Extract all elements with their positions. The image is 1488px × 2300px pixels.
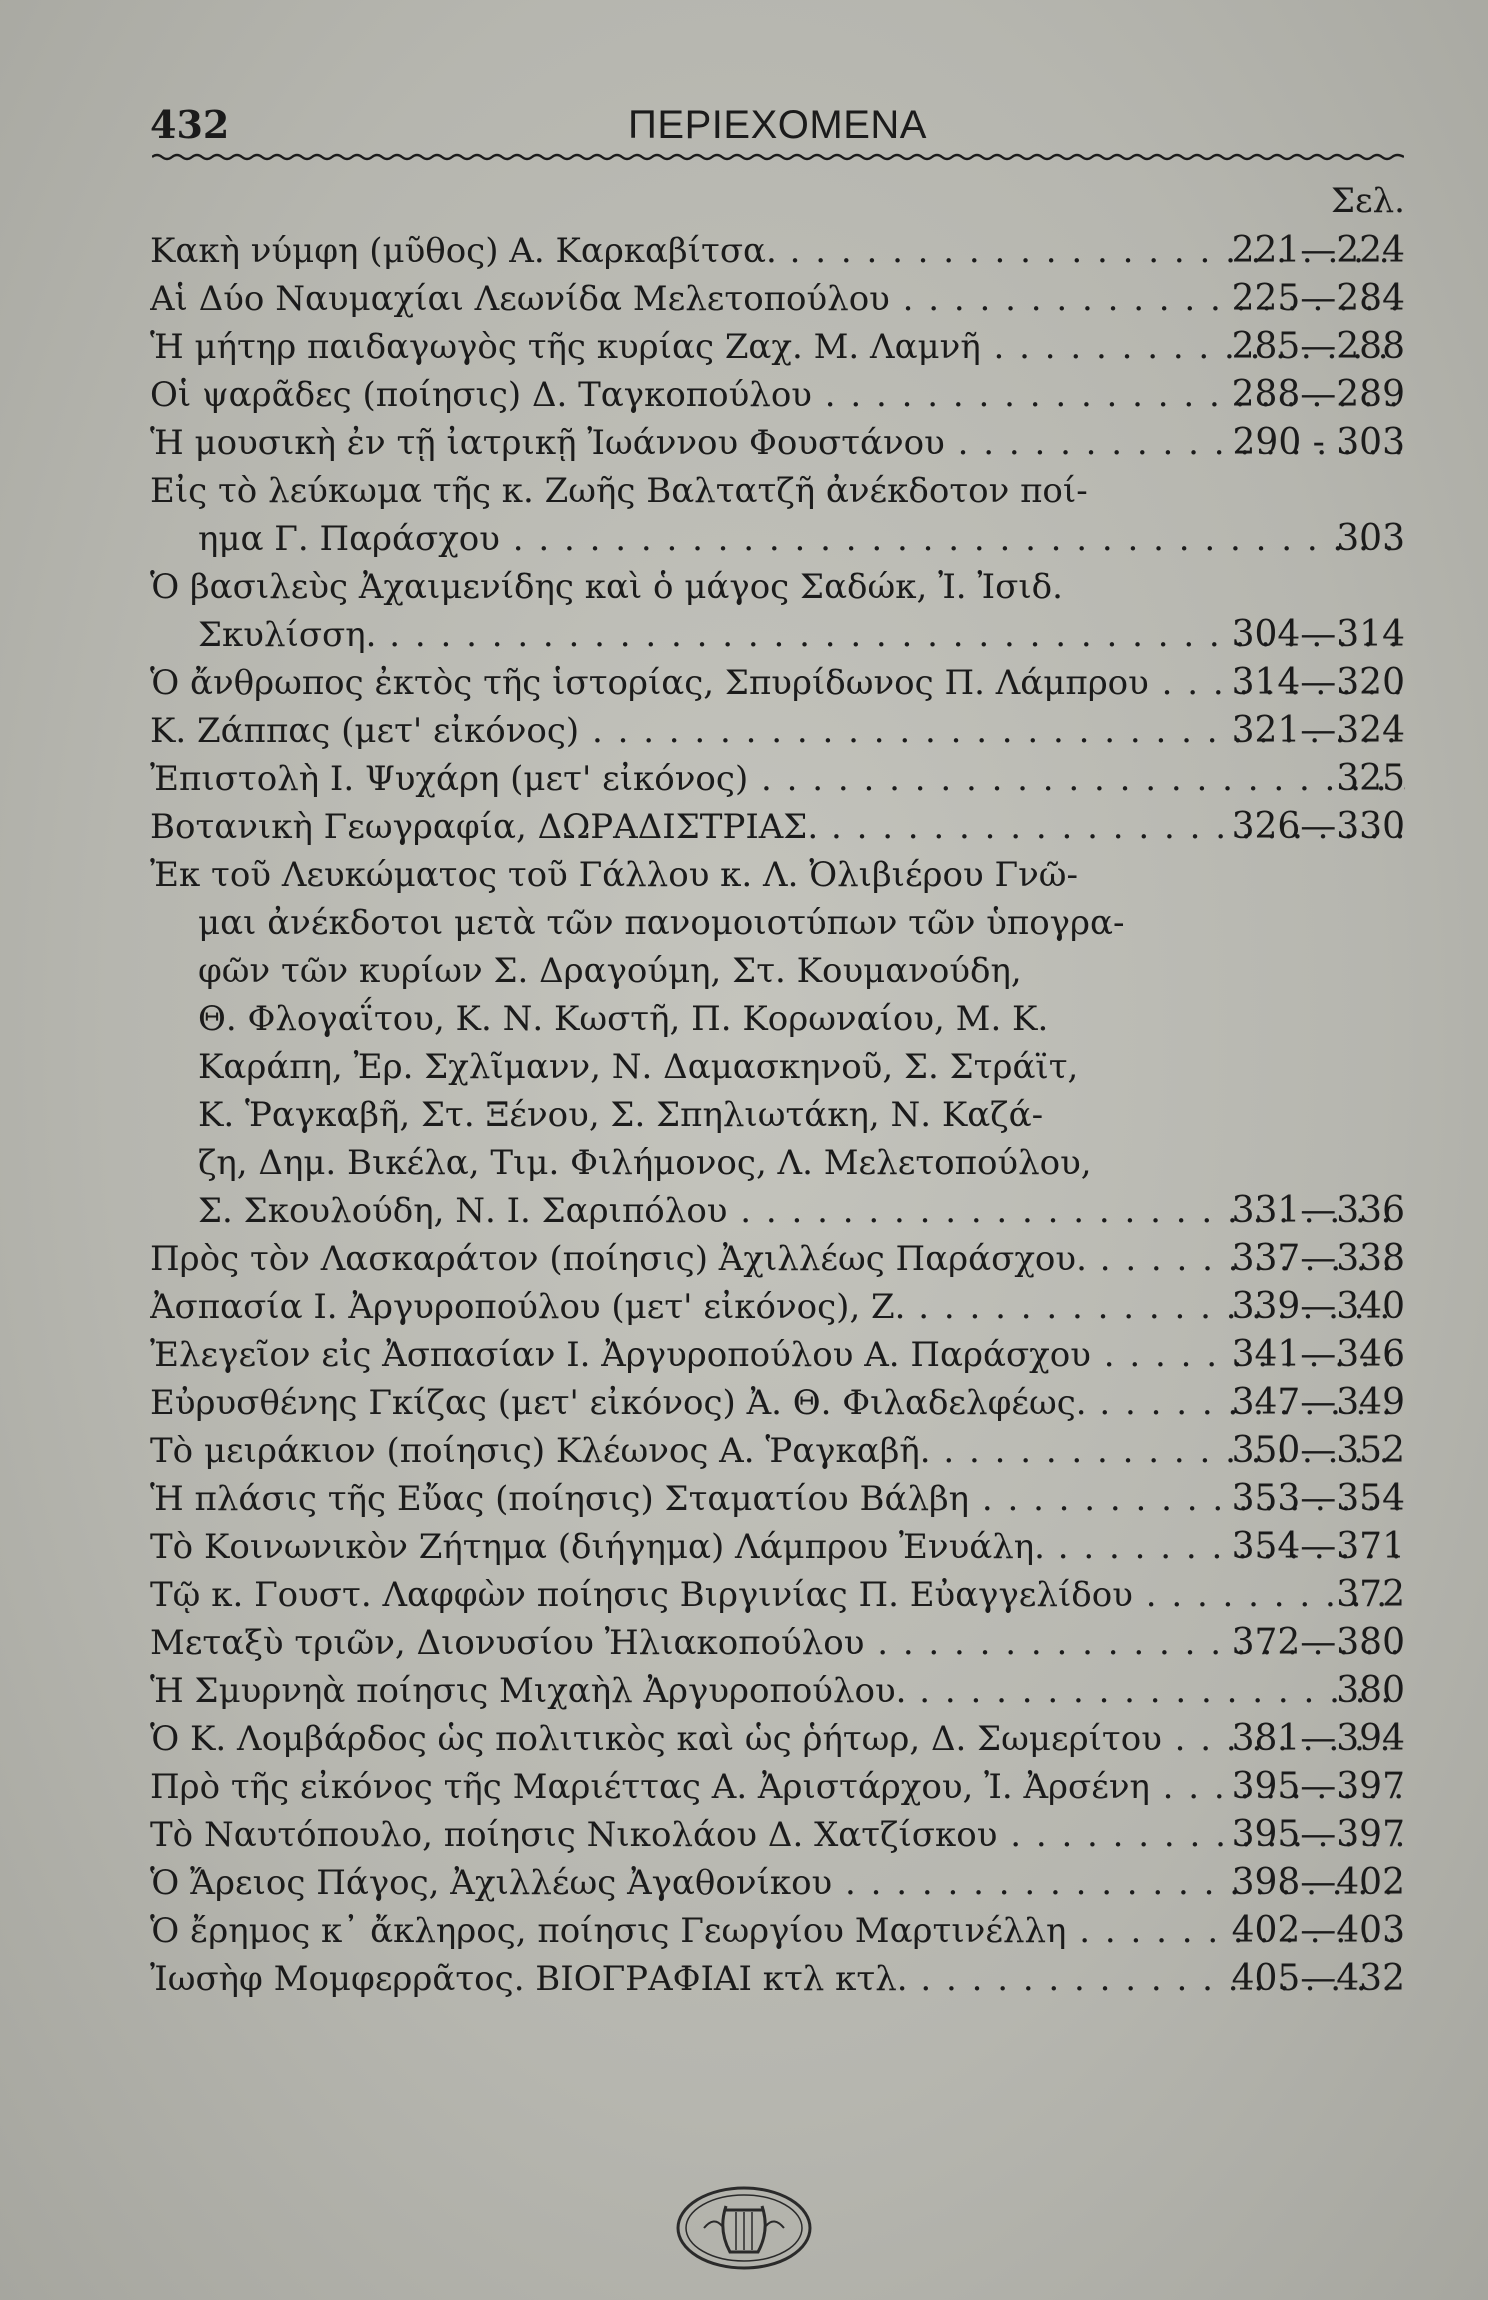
toc-entry: [150, 323, 1405, 371]
toc-entry-pages: 337—338: [1231, 1238, 1405, 1279]
toc-entry: [150, 371, 1405, 419]
toc-entry-pages: 339—340: [1231, 1286, 1405, 1327]
toc-entry-line: Οἱ ψαρᾶδες (ποίησις) Δ. Ταγκοπούλου . . .: [150, 371, 1405, 419]
toc-entry-line: Μεταξὺ τριῶν, Διονυσίου Ἠλιακοπούλου . . .: [150, 1619, 1405, 1667]
toc-entry-pages: 398—402: [1231, 1862, 1405, 1903]
toc-entry: [150, 1907, 1405, 1955]
toc-entry: [150, 227, 1405, 275]
toc-entry: [150, 563, 1405, 659]
toc-entry: [150, 1763, 1405, 1811]
toc-entry-line: Ἡ Σμυρνηὰ ποίησις Μιχαὴλ Ἀργυροπούλου. . . .: [150, 1667, 1405, 1715]
toc-entry-pages: 372: [1336, 1574, 1405, 1615]
toc-entry-pages: 395—397: [1231, 1814, 1405, 1855]
toc-entry-line: ημα Γ. Παράσχου . . .: [150, 515, 1405, 563]
toc-entry: [150, 1715, 1405, 1763]
toc-entry-line: Κ. Ζάππας (μετ' εἰκόνος) . . .: [150, 707, 1405, 755]
toc-entry-pages: 288—289: [1231, 374, 1405, 415]
toc-entry-pages: 372—380: [1231, 1622, 1405, 1663]
toc-entry-pages: 347—349: [1231, 1382, 1405, 1423]
toc-entry-line: Ὁ ἔρημος κ᾽ ἄκληρος, ποίησις Γεωργίου Μαρτινέλλη . . .: [150, 1907, 1405, 1955]
toc-entry: [150, 659, 1405, 707]
toc-entry-pages: 303: [1336, 518, 1405, 559]
toc-entry: [150, 803, 1405, 851]
toc-entry-title: [150, 851, 1405, 1235]
toc-entry: [150, 467, 1405, 563]
toc-entry: [150, 1379, 1405, 1427]
toc-entry-line: Ἰωσὴφ Μομφερρᾶτος. ΒΙΟΓΡΑΦΙΑΙ κτλ κτλ. . . .: [150, 1955, 1405, 2003]
toc-entry: [150, 1235, 1405, 1283]
toc-entry: [150, 707, 1405, 755]
toc-entry-line: Ἡ πλάσις τῆς Εὔας (ποίησις) Σταματίου Βάλβη . . .: [150, 1475, 1405, 1523]
toc-entry-pages: 285—288: [1231, 326, 1405, 367]
toc-entry-pages: 405—432: [1231, 1958, 1405, 1999]
toc-entry: [150, 851, 1405, 1235]
toc-entry-line: Ὁ Κ. Λομβάρδος ὡς πολιτικὸς καὶ ὡς ῥήτωρ, Δ. Σωμερίτου . . .: [150, 1715, 1405, 1763]
toc-entry: [150, 1955, 1405, 2003]
lyre-ornament-icon: [664, 2180, 824, 2276]
header-rule: [152, 152, 1404, 162]
toc-entry-line: Εἰς τὸ λεύκωμα τῆς κ. Ζωῆς Βαλτατζῆ ἀνέκδοτον ποί-: [150, 471, 1088, 511]
toc-entry-pages: 350—352: [1231, 1430, 1405, 1471]
toc-entry-line: Τὸ Ναυτόπουλο, ποίησις Νικολάου Δ. Χατζίσκου . . .: [150, 1811, 1405, 1859]
toc-entry-line: Εὐρυσθένης Γκίζας (μετ' εἰκόνος) Ἀ. Θ. Φιλαδελφέως. . . .: [150, 1379, 1405, 1427]
toc-entry-line: Αἱ Δύο Ναυμαχίαι Λεωνίδα Μελετοπούλου . . .: [150, 275, 1405, 323]
toc-entry-pages: 380: [1336, 1670, 1405, 1711]
toc-entry-pages: 304—314: [1231, 614, 1405, 655]
toc-entry-line: Ὁ Ἄρειος Πάγος, Ἀχιλλέως Ἀγαθονίκου . . .: [150, 1859, 1405, 1907]
running-head: [150, 100, 1405, 150]
toc-entry: [150, 275, 1405, 323]
toc-entry-pages: 354—371: [1231, 1526, 1405, 1567]
toc-entry-line: Τὸ Κοινωνικὸν Ζήτημα (διήγημα) Λάμπρου Ἐνυάλη. . . .: [150, 1523, 1405, 1571]
toc-entry-line: Σκυλίσση. . . .: [150, 611, 1405, 659]
toc-entry: [150, 1667, 1405, 1715]
toc-entry-line: Ἐκ τοῦ Λευκώματος τοῦ Γάλλου κ. Λ. Ὀλιβιέρου Γνῶ-: [150, 855, 1078, 895]
toc-entry-line: Ἐπιστολὴ Ι. Ψυχάρη (μετ' εἰκόνος) . . .: [150, 755, 1405, 803]
toc-entry-pages: 341—346: [1231, 1334, 1405, 1375]
toc-entry-pages: 321—324: [1231, 710, 1405, 751]
toc-entry: [150, 1331, 1405, 1379]
toc-entry-line: Τῷ κ. Γουστ. Λαφφὼν ποίησις Βιργινίας Π. Εὐαγγελίδου . . .: [150, 1571, 1405, 1619]
toc-entry-pages: 225—284: [1231, 278, 1405, 319]
toc-entry-line: Θ. Φλογαΐτου, Κ. Ν. Κωστῆ, Π. Κορωναίου, Μ. Κ.: [198, 999, 1049, 1039]
toc-entry: [150, 419, 1405, 467]
toc-entry-line: μαι ἀνέκδοτοι μετὰ τῶν πανομοιοτύπων τῶν ὑπογρα-: [198, 903, 1125, 943]
toc-entry-pages: 395—397: [1231, 1766, 1405, 1807]
toc-entry: [150, 1859, 1405, 1907]
pages-column-header: Σελ.: [1330, 181, 1405, 221]
toc-entry-line: Καράπη, Ἐρ. Σχλῖμανν, Ν. Δαμασκηνοῦ, Σ. Στράϊτ,: [198, 1047, 1079, 1087]
running-title: ΠΕΡΙΕΧΟΜΕΝΑ: [628, 103, 927, 147]
toc-entry-pages: 402—403: [1231, 1910, 1405, 1951]
toc-entry: [150, 1283, 1405, 1331]
toc-entry: [150, 1619, 1405, 1667]
toc-entry-line: Ἡ μουσικὴ ἐν τῇ ἰατρικῇ Ἰωάννου Φουστάνου . . .: [150, 419, 1405, 467]
toc-entry-pages: 314—320: [1231, 662, 1405, 703]
toc-entry-pages: 353—354: [1231, 1478, 1405, 1519]
toc-entry: [150, 1427, 1405, 1475]
toc-entry-line: Πρὸ τῆς εἰκόνος τῆς Μαριέττας Α. Ἀριστάρχου, Ἰ. Ἀρσένη . . .: [150, 1763, 1405, 1811]
toc-entry: [150, 755, 1405, 803]
toc-entry-line: Ἐλεγεῖον εἰς Ἀσπασίαν Ι. Ἀργυροπούλου Α. Παράσχου . . .: [150, 1331, 1405, 1379]
toc-entry: [150, 1571, 1405, 1619]
toc-entry-line: Κακὴ νύμφη (μῦθος) Α. Καρκαβίτσα. . . .: [150, 227, 1405, 275]
toc-entry-pages: 326—330: [1231, 806, 1405, 847]
toc-entry-line: Τὸ μειράκιον (ποίησις) Κλέωνος Α. Ῥαγκαβῆ. . . .: [150, 1427, 1405, 1475]
table-of-contents: [150, 227, 1405, 2003]
toc-entry-line: Ἡ μήτηρ παιδαγωγὸς τῆς κυρίας Ζαχ. Μ. Λαμνῆ . . .: [150, 323, 1405, 371]
toc-entry-line: Ἀσπασία Ι. Ἀργυροπούλου (μετ' εἰκόνος), Ζ. . . .: [150, 1283, 1405, 1331]
toc-entry-pages: 221—224: [1231, 230, 1405, 271]
toc-entry-pages: 325: [1336, 758, 1405, 799]
toc-entry: [150, 1475, 1405, 1523]
toc-entry-line: Κ. Ῥαγκαβῆ, Στ. Ξένου, Σ. Σπηλιωτάκη, Ν. Καζά-: [198, 1095, 1044, 1135]
toc-entry-pages: 331—336: [1231, 1190, 1405, 1231]
page-number: 432: [150, 102, 230, 147]
toc-entry-line: Σ. Σκουλούδη, Ν. Ι. Σαριπόλου . . .: [150, 1187, 1405, 1235]
toc-entry-line: Ὁ βασιλεὺς Ἀχαιμενίδης καὶ ὁ μάγος Σαδώκ, Ἰ. Ἰσιδ.: [150, 567, 1063, 607]
toc-entry-line: φῶν τῶν κυρίων Σ. Δραγούμη, Στ. Κουμανούδη,: [198, 951, 1022, 991]
toc-entry-pages: 290 - 303: [1232, 422, 1405, 463]
toc-entry-line: Πρὸς τὸν Λασκαράτον (ποίησις) Ἀχιλλέως Παράσχου. . . .: [150, 1235, 1405, 1283]
toc-entry: [150, 1523, 1405, 1571]
toc-entry-line: Βοτανικὴ Γεωγραφία, ΔΩΡΑΔΙΣΤΡΙΑΣ. . . .: [150, 803, 1405, 851]
toc-entry-line: Ὁ ἄνθρωπος ἐκτὸς τῆς ἱστορίας, Σπυρίδωνος Π. Λάμπρου . . .: [150, 659, 1405, 707]
toc-entry-pages: 381—394: [1231, 1718, 1405, 1759]
toc-entry-line: ζη, Δημ. Βικέλα, Τιμ. Φιλήμονος, Λ. Μελετοπούλου,: [198, 1143, 1092, 1183]
toc-entry: [150, 1811, 1405, 1859]
